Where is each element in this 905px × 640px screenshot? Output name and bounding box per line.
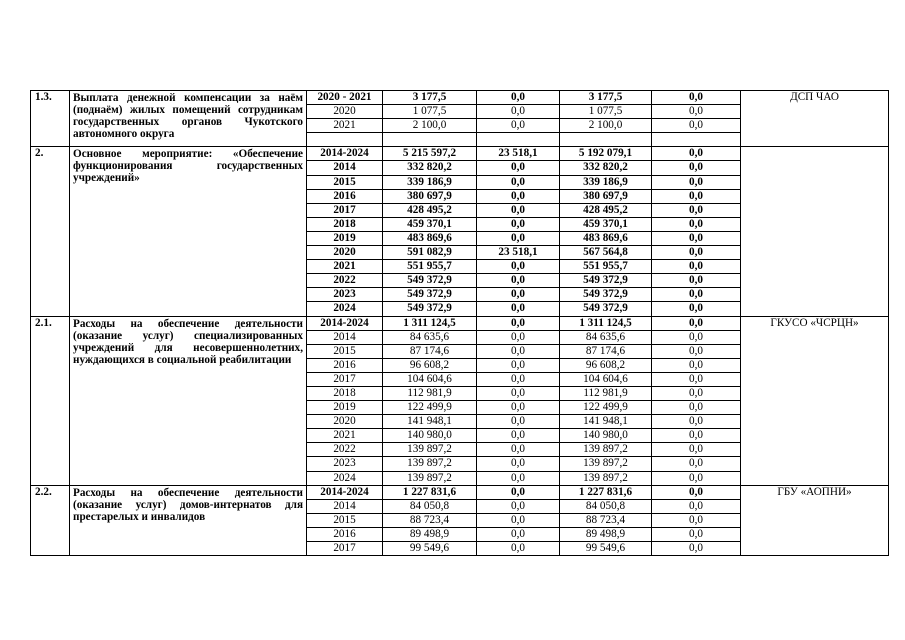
period-cell: 2020	[307, 415, 383, 429]
total-cell: 1 077,5	[383, 105, 477, 119]
okrug-cell: 112 981,9	[560, 386, 652, 400]
federal-cell: 0,0	[477, 415, 560, 429]
other-cell: 0,0	[652, 344, 741, 358]
period-cell	[307, 133, 383, 147]
period-cell: 2014	[307, 499, 383, 513]
okrug-cell: 99 549,6	[560, 542, 652, 556]
federal-cell: 23 518,1	[477, 246, 560, 260]
okrug-cell: 3 177,5	[560, 91, 652, 105]
okrug-cell: 5 192 079,1	[560, 147, 652, 161]
total-cell: 87 174,6	[383, 344, 477, 358]
section-number: 2.1.	[31, 316, 70, 485]
other-cell: 0,0	[652, 189, 741, 203]
federal-cell: 0,0	[477, 189, 560, 203]
other-cell: 0,0	[652, 203, 741, 217]
total-cell: 139 897,2	[383, 457, 477, 471]
period-cell: 2021	[307, 429, 383, 443]
period-cell: 2020	[307, 246, 383, 260]
okrug-cell: 104 604,6	[560, 372, 652, 386]
total-cell: 89 498,9	[383, 527, 477, 541]
federal-cell: 0,0	[477, 175, 560, 189]
total-cell: 84 050,8	[383, 499, 477, 513]
section-description: Расходы на обеспечение деятельности (оказание услуг) домов-интернатов для престарелых и инвалидов	[70, 485, 307, 555]
federal-cell: 0,0	[477, 288, 560, 302]
total-cell: 88 723,4	[383, 513, 477, 527]
total-cell: 549 372,9	[383, 274, 477, 288]
other-cell: 0,0	[652, 415, 741, 429]
other-cell: 0,0	[652, 91, 741, 105]
other-cell: 0,0	[652, 175, 741, 189]
total-cell: 139 897,2	[383, 471, 477, 485]
okrug-cell: 139 897,2	[560, 443, 652, 457]
total-cell: 483 869,6	[383, 231, 477, 245]
executor-cell	[741, 147, 889, 316]
total-cell: 339 186,9	[383, 175, 477, 189]
federal-cell: 0,0	[477, 217, 560, 231]
other-cell: 0,0	[652, 443, 741, 457]
other-cell: 0,0	[652, 274, 741, 288]
other-cell: 0,0	[652, 147, 741, 161]
total-cell: 591 082,9	[383, 246, 477, 260]
other-cell: 0,0	[652, 302, 741, 316]
federal-cell: 0,0	[477, 358, 560, 372]
okrug-cell: 84 635,6	[560, 330, 652, 344]
total-cell: 1 227 831,6	[383, 485, 477, 499]
okrug-cell: 459 370,1	[560, 217, 652, 231]
period-cell: 2018	[307, 217, 383, 231]
federal-cell: 0,0	[477, 513, 560, 527]
other-cell: 0,0	[652, 288, 741, 302]
table-row	[31, 485, 889, 499]
okrug-cell: 380 697,9	[560, 189, 652, 203]
total-cell: 104 604,6	[383, 372, 477, 386]
other-cell: 0,0	[652, 231, 741, 245]
period-cell: 2021	[307, 119, 383, 133]
total-cell: 380 697,9	[383, 189, 477, 203]
total-cell: 1 311 124,5	[383, 316, 477, 330]
total-cell: 139 897,2	[383, 443, 477, 457]
federal-cell: 0,0	[477, 302, 560, 316]
period-cell: 2023	[307, 457, 383, 471]
total-cell: 549 372,9	[383, 288, 477, 302]
other-cell: 0,0	[652, 316, 741, 330]
okrug-cell: 332 820,2	[560, 161, 652, 175]
okrug-cell: 1 227 831,6	[560, 485, 652, 499]
period-cell: 2024	[307, 471, 383, 485]
other-cell: 0,0	[652, 246, 741, 260]
other-cell: 0,0	[652, 217, 741, 231]
other-cell	[652, 133, 741, 147]
other-cell: 0,0	[652, 471, 741, 485]
period-cell: 2014-2024	[307, 147, 383, 161]
period-cell: 2016	[307, 358, 383, 372]
other-cell: 0,0	[652, 542, 741, 556]
okrug-cell: 339 186,9	[560, 175, 652, 189]
total-cell: 5 215 597,2	[383, 147, 477, 161]
okrug-cell: 96 608,2	[560, 358, 652, 372]
federal-cell: 0,0	[477, 105, 560, 119]
other-cell: 0,0	[652, 485, 741, 499]
period-cell: 2019	[307, 401, 383, 415]
federal-cell: 0,0	[477, 443, 560, 457]
other-cell: 0,0	[652, 358, 741, 372]
period-cell: 2015	[307, 344, 383, 358]
federal-cell: 0,0	[477, 91, 560, 105]
period-cell: 2017	[307, 542, 383, 556]
federal-cell: 0,0	[477, 203, 560, 217]
other-cell: 0,0	[652, 499, 741, 513]
section-description: Расходы на обеспечение деятельности (оказание услуг) специализированных учреждений для несовершеннолетних, нуждающихся в социальной реабилитации	[70, 316, 307, 485]
okrug-cell: 141 948,1	[560, 415, 652, 429]
federal-cell: 0,0	[477, 457, 560, 471]
section-description: Основное мероприятие: «Обеспечение функционирования государственных учреждений»	[70, 147, 307, 316]
total-cell: 141 948,1	[383, 415, 477, 429]
other-cell: 0,0	[652, 260, 741, 274]
total-cell: 549 372,9	[383, 302, 477, 316]
total-cell	[383, 133, 477, 147]
table-row	[31, 147, 889, 161]
federal-cell: 0,0	[477, 274, 560, 288]
period-cell: 2017	[307, 203, 383, 217]
executor-cell: ГКУСО «ЧСРЦН»	[741, 316, 889, 485]
table-row	[31, 316, 889, 330]
federal-cell: 23 518,1	[477, 147, 560, 161]
okrug-cell: 84 050,8	[560, 499, 652, 513]
okrug-cell: 89 498,9	[560, 527, 652, 541]
federal-cell: 0,0	[477, 260, 560, 274]
okrug-cell: 88 723,4	[560, 513, 652, 527]
section-number: 2.2.	[31, 485, 70, 555]
period-cell: 2015	[307, 513, 383, 527]
other-cell: 0,0	[652, 119, 741, 133]
total-cell: 3 177,5	[383, 91, 477, 105]
total-cell: 551 955,7	[383, 260, 477, 274]
executor-cell: ДСП ЧАО	[741, 91, 889, 147]
period-cell: 2014	[307, 161, 383, 175]
federal-cell: 0,0	[477, 161, 560, 175]
federal-cell: 0,0	[477, 119, 560, 133]
okrug-cell: 139 897,2	[560, 471, 652, 485]
other-cell: 0,0	[652, 161, 741, 175]
federal-cell: 0,0	[477, 499, 560, 513]
other-cell: 0,0	[652, 513, 741, 527]
federal-cell: 0,0	[477, 316, 560, 330]
okrug-cell: 1 311 124,5	[560, 316, 652, 330]
period-cell: 2015	[307, 175, 383, 189]
okrug-cell	[560, 133, 652, 147]
total-cell: 96 608,2	[383, 358, 477, 372]
period-cell: 2016	[307, 189, 383, 203]
okrug-cell: 551 955,7	[560, 260, 652, 274]
federal-cell: 0,0	[477, 429, 560, 443]
total-cell: 112 981,9	[383, 386, 477, 400]
federal-cell: 0,0	[477, 485, 560, 499]
other-cell: 0,0	[652, 429, 741, 443]
table-row	[31, 91, 889, 105]
period-cell: 2023	[307, 288, 383, 302]
federal-cell: 0,0	[477, 401, 560, 415]
period-cell: 2024	[307, 302, 383, 316]
federal-cell: 0,0	[477, 386, 560, 400]
period-cell: 2022	[307, 443, 383, 457]
total-cell: 122 499,9	[383, 401, 477, 415]
total-cell: 99 549,6	[383, 542, 477, 556]
okrug-cell: 1 077,5	[560, 105, 652, 119]
other-cell: 0,0	[652, 401, 741, 415]
okrug-cell: 2 100,0	[560, 119, 652, 133]
okrug-cell: 428 495,2	[560, 203, 652, 217]
period-cell: 2019	[307, 231, 383, 245]
period-cell: 2021	[307, 260, 383, 274]
period-cell: 2020	[307, 105, 383, 119]
other-cell: 0,0	[652, 386, 741, 400]
federal-cell: 0,0	[477, 372, 560, 386]
federal-cell: 0,0	[477, 231, 560, 245]
okrug-cell: 549 372,9	[560, 274, 652, 288]
period-cell: 2020 - 2021	[307, 91, 383, 105]
federal-cell	[477, 133, 560, 147]
okrug-cell: 87 174,6	[560, 344, 652, 358]
budget-table	[30, 90, 889, 556]
federal-cell: 0,0	[477, 542, 560, 556]
federal-cell: 0,0	[477, 344, 560, 358]
okrug-cell: 549 372,9	[560, 288, 652, 302]
section-number: 2.	[31, 147, 70, 316]
total-cell: 140 980,0	[383, 429, 477, 443]
total-cell: 459 370,1	[383, 217, 477, 231]
other-cell: 0,0	[652, 372, 741, 386]
period-cell: 2022	[307, 274, 383, 288]
okrug-cell: 483 869,6	[560, 231, 652, 245]
period-cell: 2018	[307, 386, 383, 400]
period-cell: 2014-2024	[307, 316, 383, 330]
section-description: Выплата денежной компенсации за наём (поднаём) жилых помещений сотрудникам государственных органов Чукотского автономного округа	[70, 91, 307, 147]
period-cell: 2014-2024	[307, 485, 383, 499]
total-cell: 2 100,0	[383, 119, 477, 133]
period-cell: 2014	[307, 330, 383, 344]
okrug-cell: 567 564,8	[560, 246, 652, 260]
federal-cell: 0,0	[477, 471, 560, 485]
federal-cell: 0,0	[477, 527, 560, 541]
other-cell: 0,0	[652, 457, 741, 471]
okrug-cell: 140 980,0	[560, 429, 652, 443]
okrug-cell: 122 499,9	[560, 401, 652, 415]
okrug-cell: 139 897,2	[560, 457, 652, 471]
federal-cell: 0,0	[477, 330, 560, 344]
other-cell: 0,0	[652, 105, 741, 119]
other-cell: 0,0	[652, 527, 741, 541]
okrug-cell: 549 372,9	[560, 302, 652, 316]
section-number: 1.3.	[31, 91, 70, 147]
period-cell: 2016	[307, 527, 383, 541]
total-cell: 428 495,2	[383, 203, 477, 217]
executor-cell: ГБУ «АОПНИ»	[741, 485, 889, 555]
period-cell: 2017	[307, 372, 383, 386]
total-cell: 84 635,6	[383, 330, 477, 344]
total-cell: 332 820,2	[383, 161, 477, 175]
other-cell: 0,0	[652, 330, 741, 344]
